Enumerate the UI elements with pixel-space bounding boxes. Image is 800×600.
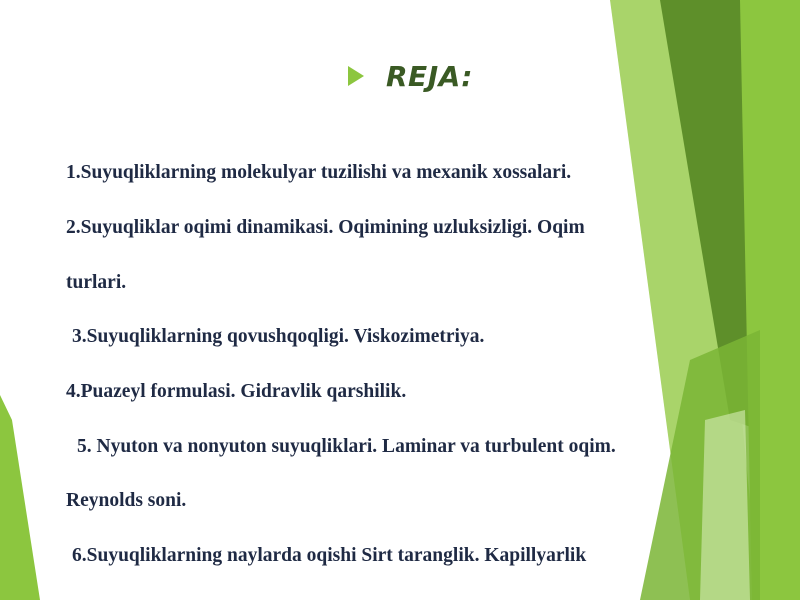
slide-title: REJA: xyxy=(386,59,473,93)
list-item-2-continued: turlari. xyxy=(66,272,127,293)
list-item-2: 2.Suyuqliklar oqimi dinamikasi. Oqimining uzluksizligi. Oqim xyxy=(66,217,585,238)
list-item-5-continued: Reynolds soni. xyxy=(66,490,187,511)
list-item-3: 3.Suyuqliklarning qovushqoqligi. Viskozimetriya. xyxy=(72,326,485,347)
list-item-5: 5. Nyuton va nonyuton suyuqliklari. Laminar va turbulent oqim. xyxy=(77,436,616,457)
list-item-1: 1.Suyuqliklarning molekulyar tuzilishi va mexanik xossalari. xyxy=(66,162,572,183)
list-item-4: 4.Puazeyl formulasi. Gidravlik qarshilik. xyxy=(66,381,407,402)
list-item-6: 6.Suyuqliklarning naylarda oqishi Sirt taranglik. Kapillyarlik xyxy=(72,545,587,566)
